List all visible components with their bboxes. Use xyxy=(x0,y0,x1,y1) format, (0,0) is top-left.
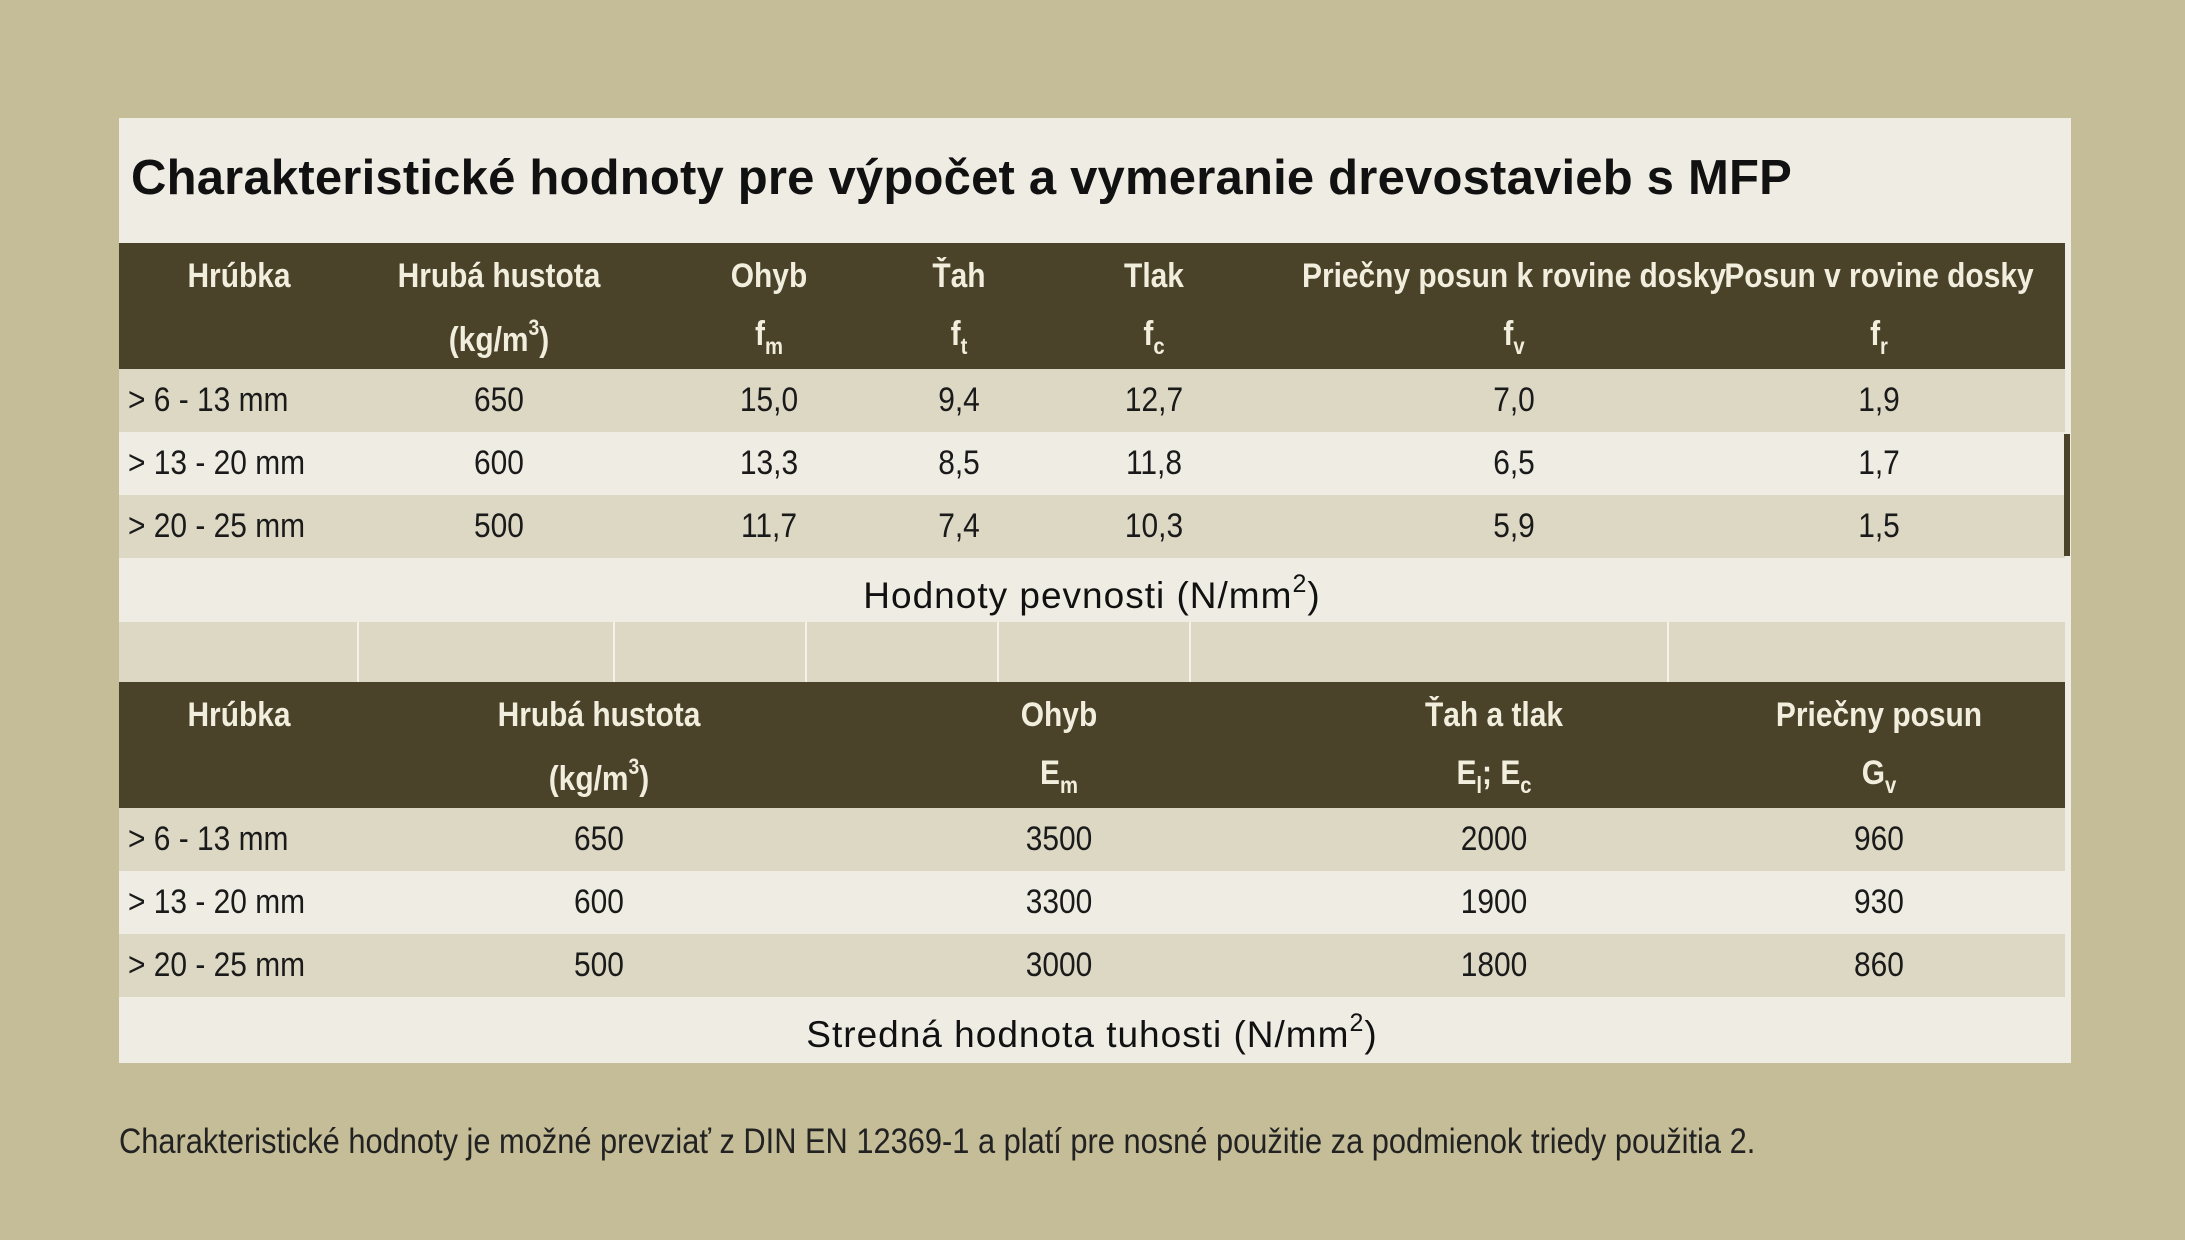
t2-cell: 930 xyxy=(1854,883,1904,921)
t1-header-compression-symbol: $f_c$ xyxy=(1143,315,1165,359)
table2-header xyxy=(119,682,2065,808)
t2-cell: 3500 xyxy=(1025,820,1093,858)
table-row xyxy=(119,369,2065,432)
gap-divider xyxy=(357,622,359,682)
t2-cell: 1800 xyxy=(1460,946,1528,984)
t2-header-density: Hrubá hustota xyxy=(497,696,701,734)
t2-cell: 1900 xyxy=(1460,883,1528,921)
t1-cell: 1,9 xyxy=(1858,381,1900,419)
gap-divider xyxy=(1189,622,1191,682)
t2-cell: 600 xyxy=(574,883,624,921)
t1-header-bending-symbol: $f_m$ xyxy=(755,315,783,359)
t2-cell: 3000 xyxy=(1025,946,1093,984)
t1-cell: 500 xyxy=(474,507,524,545)
table1-caption: Hodnoty pevnosti $(N/mm^2)$ xyxy=(863,570,1321,616)
t1-cell: > 20 - 25 mm xyxy=(128,507,306,545)
t1-cell: 5,9 xyxy=(1493,507,1535,545)
t1-cell: 12,7 xyxy=(1124,381,1184,419)
t1-header-inplane-shear-symbol: $f_r$ xyxy=(1870,315,1888,359)
t2-header-transverse-shear-symbol: $G_v$ xyxy=(1861,754,1897,798)
t1-cell: 15,0 xyxy=(739,381,799,419)
t2-header-tension-compression-symbol: $E_l$; $E_c$ xyxy=(1456,754,1532,798)
t1-header-inplane-shear: Posun v rovine dosky xyxy=(1724,257,2034,295)
t1-cell: 9,4 xyxy=(938,381,980,419)
table1-header xyxy=(119,243,2065,369)
t2-header-transverse-shear: Priečny posun xyxy=(1775,696,1983,734)
t1-cell: 11,7 xyxy=(740,507,798,545)
t1-header-thickness: Hrúbka xyxy=(187,257,291,295)
t1-cell: 650 xyxy=(474,381,524,419)
footnote: Charakteristické hodnoty je možné prevziať z DIN EN 12369-1 a platí pre nosné použitie za podmienok triedy použitia 2. xyxy=(119,1122,1756,1161)
t1-header-transverse-shear: Priečny posun k rovine dosky xyxy=(1301,257,1726,295)
t1-cell: 1,5 xyxy=(1858,507,1900,545)
page-title: Charakteristické hodnoty pre výpočet a vymeranie drevostavieb s MFP xyxy=(131,151,1792,205)
t1-header-transverse-shear-symbol: $f_v$ xyxy=(1503,315,1525,359)
t2-header-tension-compression: Ťah a tlak xyxy=(1424,696,1564,734)
gap-divider xyxy=(805,622,807,682)
right-edge-marker xyxy=(2064,434,2070,556)
t1-cell: 8,5 xyxy=(938,444,980,482)
table2-caption: Stredná hodnota tuhosti $(N/mm^2)$ xyxy=(806,1009,1378,1055)
t1-cell: 11,8 xyxy=(1125,444,1183,482)
t2-cell: 2000 xyxy=(1460,820,1528,858)
t1-cell: 1,7 xyxy=(1858,444,1900,482)
t2-cell: > 6 - 13 mm xyxy=(128,820,289,858)
t2-cell: 3300 xyxy=(1025,883,1093,921)
t1-header-density: Hrubá hustota xyxy=(397,257,601,295)
t1-cell: > 13 - 20 mm xyxy=(128,444,306,482)
t2-header-thickness: Hrúbka xyxy=(187,696,291,734)
t1-header-tension: Ťah xyxy=(932,257,986,295)
t1-cell: > 6 - 13 mm xyxy=(128,381,289,419)
t2-cell: 960 xyxy=(1854,820,1904,858)
t2-cell: > 13 - 20 mm xyxy=(128,883,306,921)
t1-header-density-unit: $(kg/m^3)$ xyxy=(448,315,550,359)
table-row xyxy=(119,432,2065,495)
gap-divider xyxy=(1667,622,1669,682)
table-row xyxy=(119,495,2065,558)
table-row xyxy=(119,934,2065,997)
table-row xyxy=(119,871,2065,934)
t1-cell: 7,4 xyxy=(938,507,980,545)
gap-divider xyxy=(613,622,615,682)
t1-cell: 7,0 xyxy=(1493,381,1535,419)
t2-cell: > 20 - 25 mm xyxy=(128,946,306,984)
t1-cell: 13,3 xyxy=(739,444,799,482)
t2-cell: 650 xyxy=(574,820,624,858)
t1-cell: 6,5 xyxy=(1493,444,1535,482)
t2-header-bending-symbol: $E_m$ xyxy=(1040,754,1078,798)
t1-header-compression: Tlak xyxy=(1124,257,1184,295)
t1-cell: 10,3 xyxy=(1124,507,1184,545)
t2-cell: 500 xyxy=(574,946,624,984)
t2-header-bending: Ohyb xyxy=(1020,696,1098,734)
t2-cell: 860 xyxy=(1854,946,1904,984)
gap-divider xyxy=(997,622,999,682)
t1-cell: 600 xyxy=(474,444,524,482)
t1-header-tension-symbol: $f_t$ xyxy=(950,315,968,359)
t1-header-bending: Ohyb xyxy=(730,257,808,295)
t2-header-density-unit: $(kg/m^3)$ xyxy=(548,754,650,798)
table-row xyxy=(119,808,2065,871)
table-gap-strip xyxy=(119,622,2065,682)
